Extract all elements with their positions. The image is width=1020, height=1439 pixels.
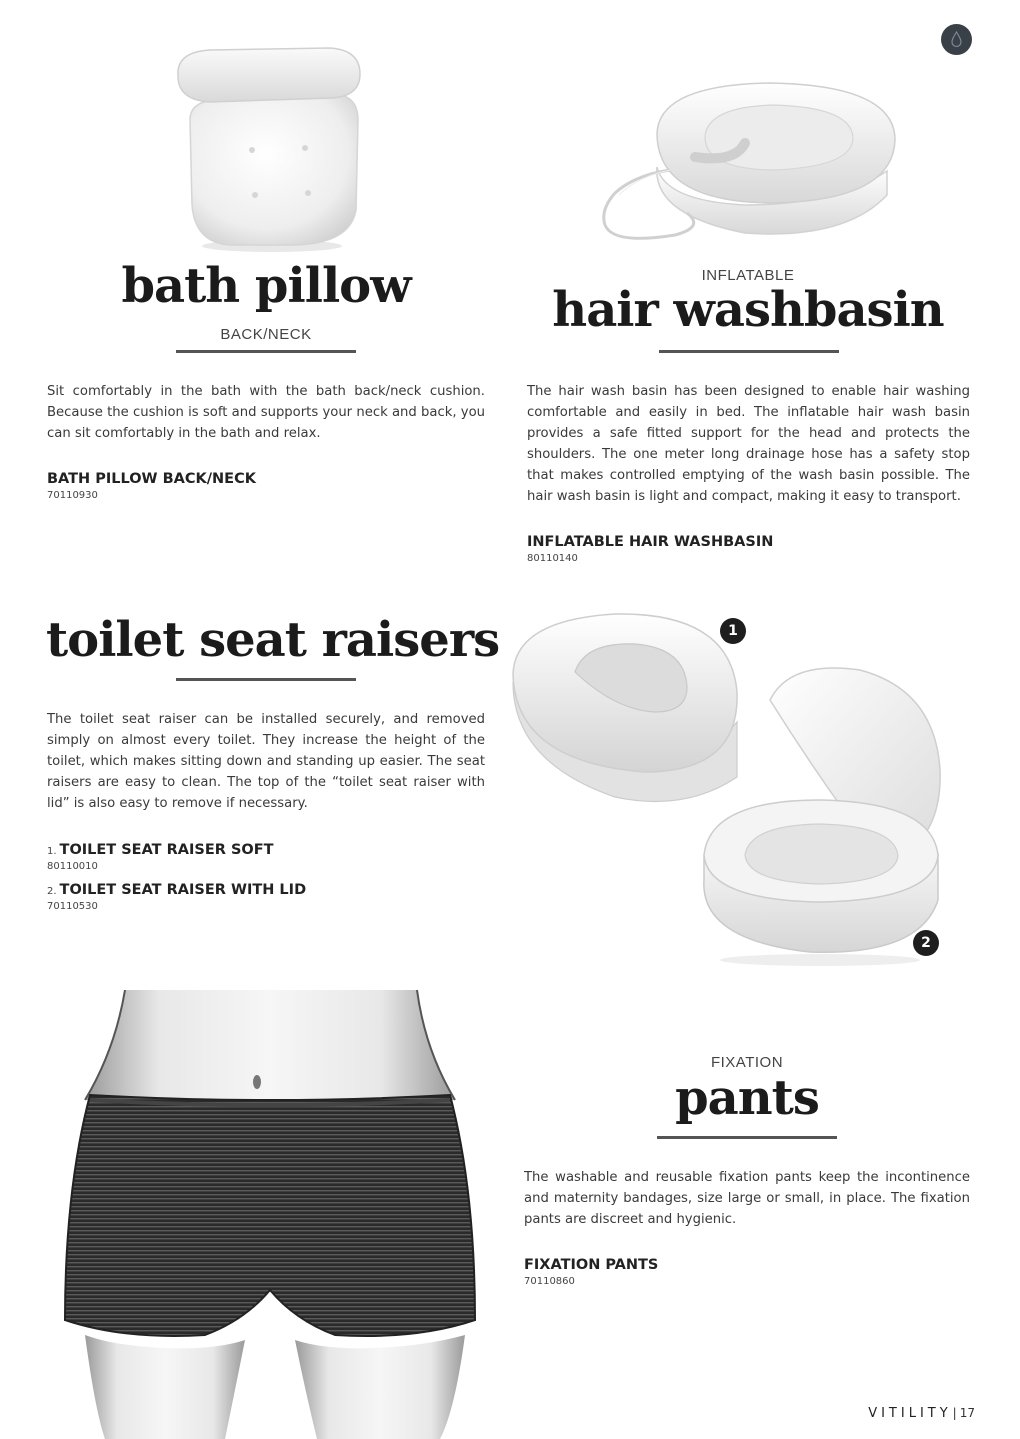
toilet-seat-raiser-soft-name: [47, 842, 274, 858]
pants-product-name: FIXATION PANTS: [524, 1257, 659, 1273]
product-name: TOILET SEAT RAISER SOFT: [59, 842, 274, 858]
toilet-seat-raisers-rule: [176, 678, 356, 681]
badge-2: 2: [913, 930, 939, 956]
footer-separator: |: [952, 1406, 957, 1420]
hair-washbasin-kicker: INFLATABLE: [701, 267, 795, 284]
pants-product-code: 70110860: [524, 1276, 575, 1287]
toilet-seat-raiser-soft-code: 80110010: [47, 861, 98, 872]
bath-pillow-product-code: 70110930: [47, 490, 98, 501]
water-drop-badge: [941, 24, 972, 55]
water-drop-icon: [941, 24, 972, 55]
pants-title: pants: [675, 1070, 819, 1126]
bath-pillow-title: bath pillow: [121, 258, 411, 314]
footer: [840, 1403, 975, 1423]
hair-washbasin-product-name: INFLATABLE HAIR WASHBASIN: [527, 534, 774, 550]
product-number: 2.: [47, 886, 57, 897]
bath-pillow-subtitle: BACK/NECK: [220, 326, 312, 343]
toilet-seat-raiser-lid-code: 70110530: [47, 901, 98, 912]
toilet-seat-raisers-title: toilet seat raisers: [46, 612, 500, 668]
hair-washbasin-title: hair washbasin: [552, 282, 944, 338]
bath-pillow-product-name: BATH PILLOW BACK/NECK: [47, 471, 256, 487]
toilet-seat-raiser-lid-name: [47, 882, 306, 898]
pants-kicker: FIXATION: [710, 1054, 784, 1071]
product-number: 1.: [47, 846, 57, 857]
fixation-pants-image: [55, 990, 485, 1439]
bath-pillow-rule: [176, 350, 356, 353]
toilet-seat-raisers-description: The toilet seat raiser can be installed securely, and removed simply on almost every toilet. They increase the height of the toilet, which makes sitting down and standing up easier. The seat raisers are easy to clean. The top of the “toilet seat raiser with lid” is also easy to remove if necessary.: [47, 712, 485, 811]
toilet-seat-raiser-lid-image: [700, 660, 945, 970]
footer-brand: VITILITY: [868, 1405, 952, 1421]
footer-page-number: 17: [959, 1406, 975, 1420]
pants-rule: [657, 1136, 837, 1139]
product-name: TOILET SEAT RAISER WITH LID: [59, 882, 307, 898]
bath-pillow-image: [160, 40, 375, 255]
hair-washbasin-rule: [659, 350, 839, 353]
badge-1: 1: [720, 618, 746, 644]
pants-description: The washable and reusable fixation pants keep the incontinence and maternity bandages, size large or small, in place. The fixation pants are discreet and hygienic.: [524, 1170, 970, 1227]
hair-washbasin-image: [595, 75, 905, 250]
hair-washbasin-description: The hair wash basin has been designed to enable hair washing comfortable and easily in bed. The inflatable hair wash basin provides a safe fitted support for the head and protects the shoulders. The one meter long drainage hose has a safety stop that makes controlled emptying of the wash basin possible. The hair wash basin is light and compact, making it easy to transport.: [527, 384, 970, 504]
bath-pillow-description: Sit comfortably in the bath with the bath back/neck cushion. Because the cushion is soft and supports your neck and back, you can sit comfortably in the bath and relax.: [47, 384, 485, 441]
hair-washbasin-product-code: 80110140: [527, 553, 578, 564]
